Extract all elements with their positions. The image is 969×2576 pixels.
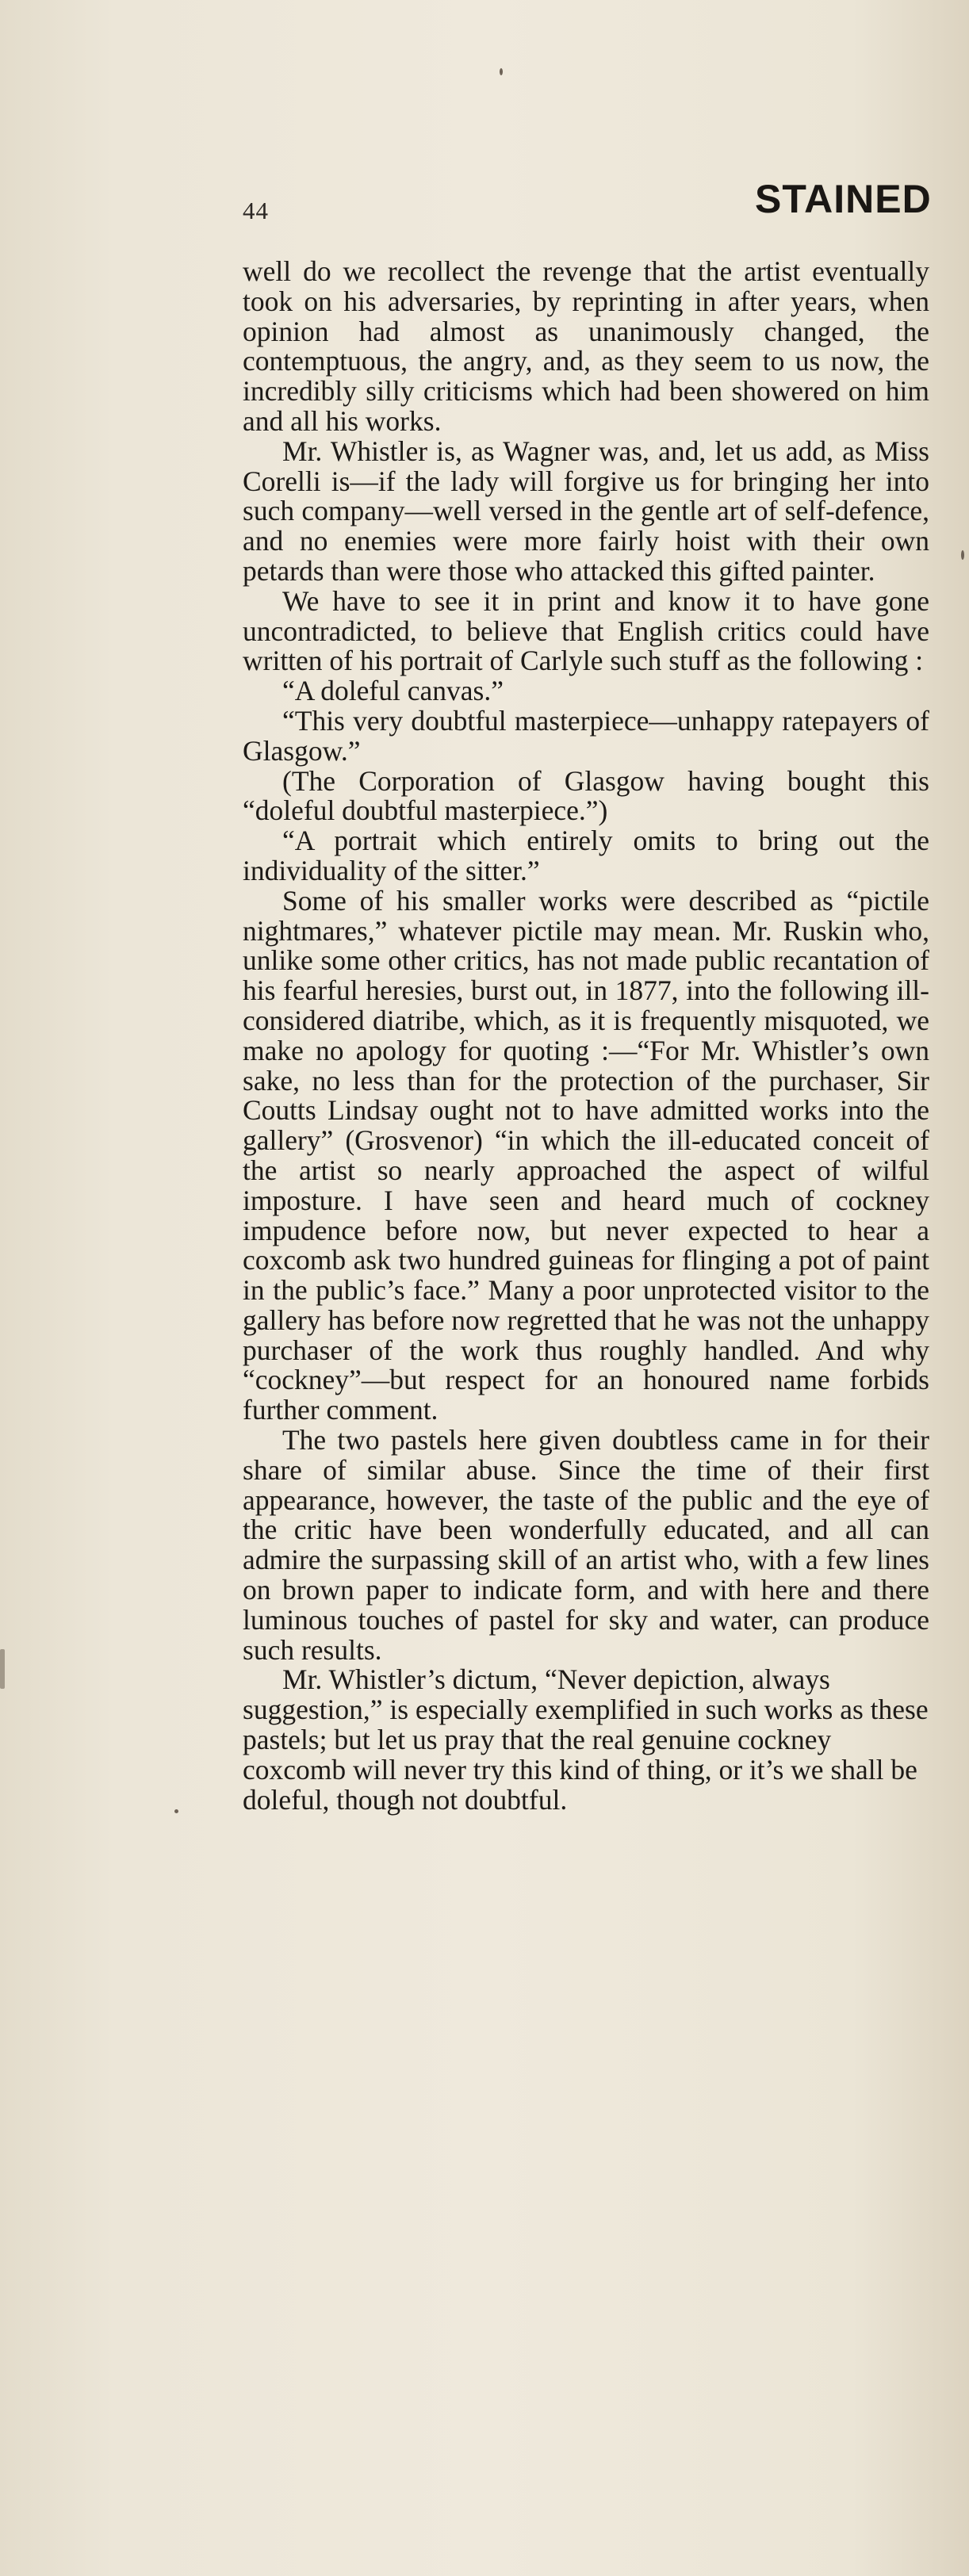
running-head: STAINED [755, 177, 932, 221]
paragraph: “A doleful canvas.” [282, 675, 504, 707]
page-number: 44 [243, 197, 269, 224]
paragraph: “A portrait which entirely omits to bring out the individuality of the sitter.” [243, 825, 929, 886]
paragraph: We have to see it in print and know it to have gone uncontradicted, to believe that English critics could have written of his portrait of Carlyle such stuff as the following : [243, 584, 929, 677]
print-speck [174, 1809, 178, 1813]
article-body [243, 257, 929, 1815]
paragraph: The two pastels here given doubtless came in for their share of similar abuse. Since the time of their first appearance, however, the taste of the public and the eye of the critic have been wonderfully educated, and all can admire the surpassing skill of an artist who, with a few lines on brown paper to indicate form, and with here and there luminous touches of pastel for sky and water, can produce such results. [243, 1424, 929, 1666]
paragraph: Some of his smaller works were described as “pictile nightmares,” whatever pictile may mean. Mr. Ruskin who, unlike some other critics, has not made public recantation of his fearful heresies, burst out, in 1877, into the following ill-considered diatribe, which, as it is frequently misquoted, we make no apology for quoting :—“For Mr. Whistler’s own sake, no less than for the protection of the purchaser, Sir Coutts Lindsay ought not to have admitted works into the gallery” (Grosvenor) “in which the ill-educated conceit of the artist so nearly approached the aspect of wilful imposture. I have seen and heard much of cockney impudence before now, but never expected to hear a coxcomb ask two hundred guineas for flinging a pot of paint in the public’s face.” Many a poor unprotected visitor to the gallery has before now regretted that he was not the unhappy purchaser of the work thus roughly handled. And why “cockney”—but respect for an honoured name forbids further comment. [243, 884, 929, 1426]
print-speck [961, 550, 964, 560]
paragraph: (The Corporation of Glasgow having bought this “doleful doubtful masterpiece.”) [243, 764, 929, 827]
paragraph: well do we recollect the revenge that the artist eventually took on his adversaries, by reprinting in after years, when opinion had almost as unanimously changed, the contemptuous, the angry, and, as they seem to us now, the incredibly silly criticisms which had been showered on him and all his works. [243, 255, 929, 437]
print-speck [0, 1649, 5, 1689]
paragraph: “This very doubtful masterpiece—unhappy ratepayers of Glasgow.” [243, 704, 929, 767]
print-speck [500, 68, 503, 75]
paragraph: Mr. Whistler is, as Wagner was, and, let us add, as Miss Corelli is—if the lady will forgive us for bringing her into such company—well versed in the gentle art of self-defence, and no enemies were more fairly hoist with their own petards than were those who attacked this gifted painter. [243, 434, 929, 587]
paragraph: Mr. Whistler’s dictum, “Never depiction, always suggestion,” is especially exemplified in such works as these pastels; but let us pray that the real genuine cockney coxcomb will never try this kind of thing, or it’s we shall be doleful, though not doubtful. [243, 1663, 929, 1816]
